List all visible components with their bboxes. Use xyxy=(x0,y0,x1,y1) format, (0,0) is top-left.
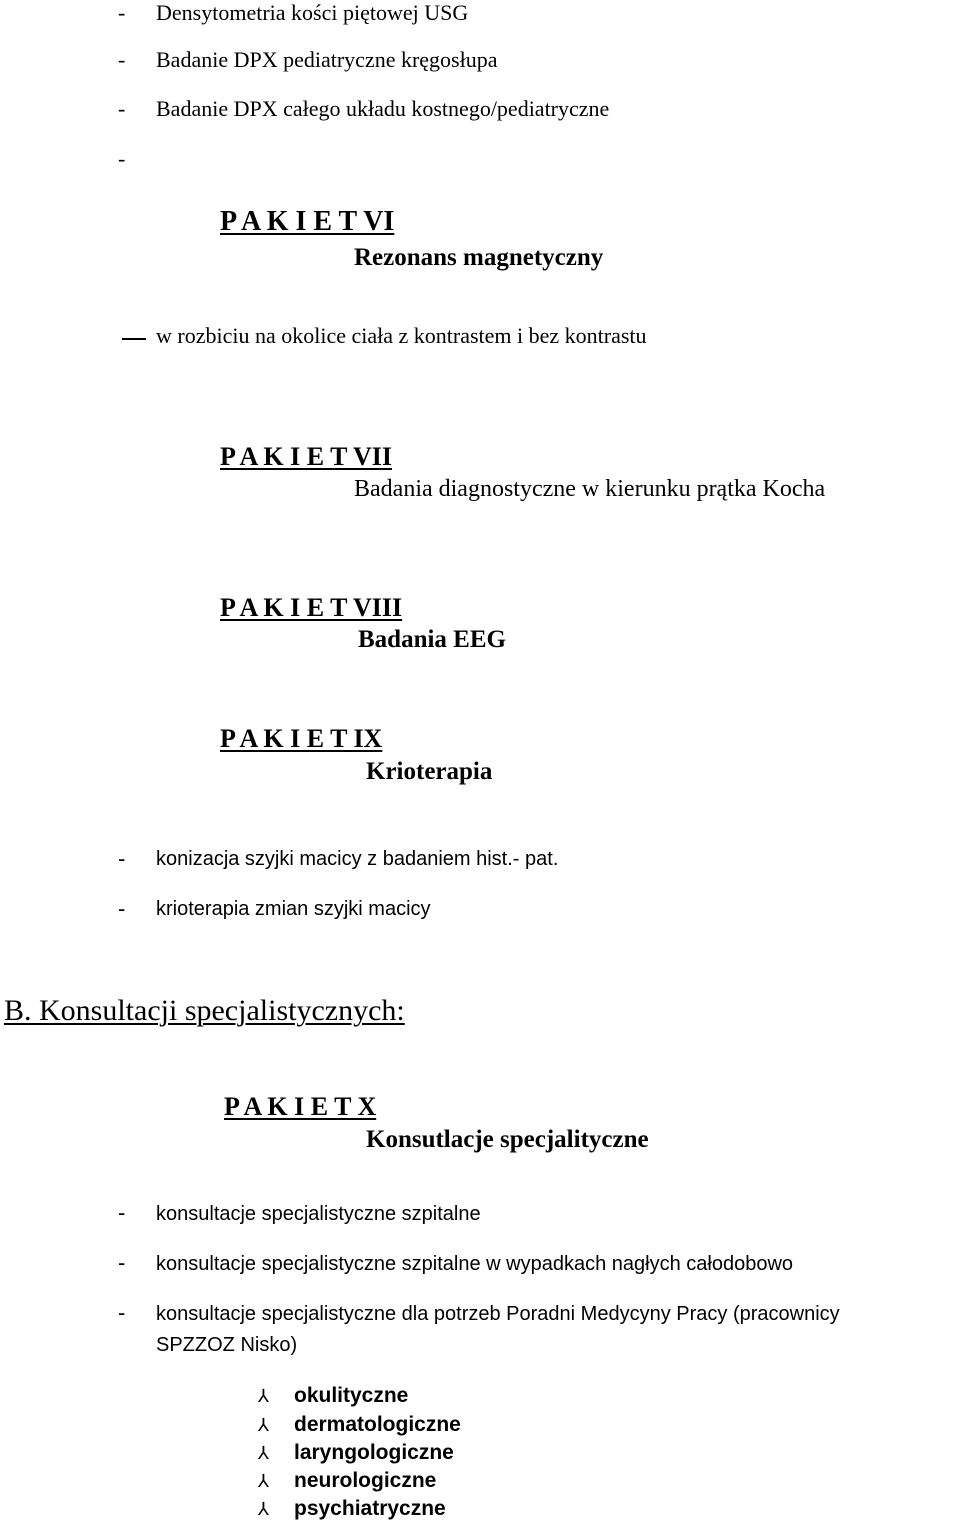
pakiet-title: P A K I E T VIII xyxy=(220,593,403,622)
pakiet-title: P A K I E T VI xyxy=(220,206,395,237)
bullet-label: okulityczne xyxy=(294,1384,409,1407)
pakiet-subtitle: Krioterapia xyxy=(366,758,493,785)
section-heading: B. Konsultacji specjalistycznych: xyxy=(4,994,405,1027)
pakiet-title: P A K I E T IX xyxy=(220,724,383,753)
pakiet-subtitle: Rezonans magnetyczny xyxy=(354,244,604,271)
list-item-continuation: SPZZOZ Nisko) xyxy=(156,1334,298,1356)
list-item: krioterapia zmian szyjki macicy xyxy=(156,898,431,920)
list-item: Densytometria kości piętowej USG xyxy=(156,0,469,25)
pakiet-subtitle: Badania EEG xyxy=(358,626,506,653)
bullet-icon: ⅄ xyxy=(258,1386,269,1407)
list-dash: - xyxy=(118,96,126,121)
bullet-label: laryngologiczne xyxy=(294,1441,454,1464)
list-dash: - xyxy=(118,1250,126,1275)
list-dash: - xyxy=(118,1200,126,1225)
bullet-icon: ⅄ xyxy=(258,1499,269,1520)
list-dash: - xyxy=(118,146,126,171)
pakiet-title: P A K I E T X xyxy=(224,1092,377,1121)
bullet-label: psychiatryczne xyxy=(294,1497,446,1520)
pakiet-title: P A K I E T VII xyxy=(220,442,392,471)
bullet-item xyxy=(258,1469,436,1493)
list-dash: - xyxy=(118,0,126,25)
bullet-item xyxy=(258,1497,446,1521)
pakiet-subtitle: Badania diagnostyczne w kierunku prątka Kocha xyxy=(354,476,826,502)
list-dash xyxy=(122,338,146,340)
bullet-icon: ⅄ xyxy=(258,1415,269,1436)
bullet-icon: ⅄ xyxy=(258,1443,269,1464)
pakiet-subtitle: Konsutlacje specjalityczne xyxy=(366,1126,649,1153)
list-item: konizacja szyjki macicy z badaniem hist.- pat. xyxy=(156,848,559,870)
bullet-item xyxy=(258,1384,408,1408)
bullet-item xyxy=(258,1441,454,1465)
bullet-icon: ⅄ xyxy=(258,1471,269,1492)
list-item: Badanie DPX pediatryczne kręgosłupa xyxy=(156,47,498,72)
list-item: w rozbiciu na okolice ciała z kontrastem i bez kontrastu xyxy=(156,323,647,348)
bullet-item xyxy=(258,1413,461,1437)
list-dash: - xyxy=(118,846,126,871)
list-dash: - xyxy=(118,896,126,921)
list-item: konsultacje specjalistyczne szpitalne xyxy=(156,1203,481,1225)
bullet-label: neurologiczne xyxy=(294,1469,437,1492)
list-item: konsultacje specjalistyczne dla potrzeb Poradni Medycyny Pracy (pracownicy xyxy=(156,1303,840,1325)
bullet-label: dermatologiczne xyxy=(294,1413,461,1436)
list-dash: - xyxy=(118,1300,126,1325)
list-item: konsultacje specjalistyczne szpitalne w wypadkach nagłych całodobowo xyxy=(156,1253,794,1275)
list-item: Badanie DPX całego układu kostnego/pediatryczne xyxy=(156,96,610,121)
list-dash: - xyxy=(118,47,126,72)
